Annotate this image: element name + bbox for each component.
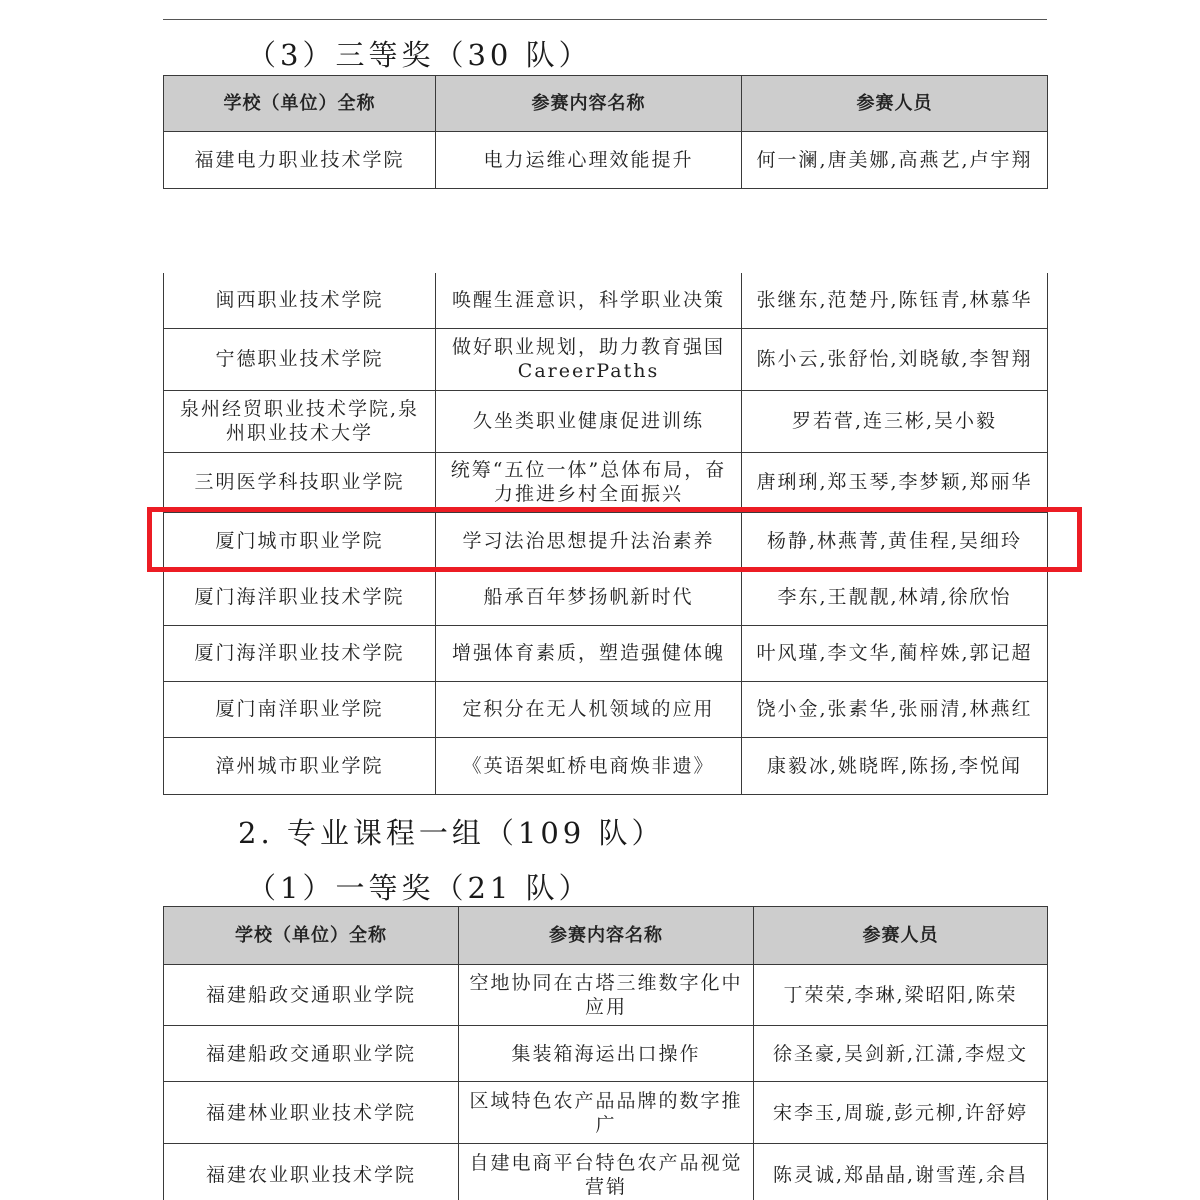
cell-members: 康毅冰,姚晓晖,陈扬,李悦闻 xyxy=(742,737,1048,794)
cell-school: 厦门南洋职业学院 xyxy=(164,681,436,737)
cell-school: 厦门海洋职业技术学院 xyxy=(164,625,436,681)
cell-members: 罗若菅,连三彬,吴小毅 xyxy=(742,390,1048,452)
table-row xyxy=(164,1144,1048,1200)
cell-members: 杨静,林燕菁,黄佳程,吴细玲 xyxy=(742,512,1048,569)
cell-entry: 《英语架虹桥电商焕非遗》 xyxy=(436,737,742,794)
cell-members: 李东,王靓靓,林靖,徐欣怡 xyxy=(742,569,1048,625)
cell-school: 泉州经贸职业技术学院,泉州职业技术大学 xyxy=(164,390,436,452)
cell-entry: 船承百年梦扬帆新时代 xyxy=(436,569,742,625)
table-row xyxy=(164,1026,1048,1082)
table-row xyxy=(164,1082,1048,1144)
cell-entry: 学习法治思想提升法治素养 xyxy=(436,512,742,569)
cell-school: 闽西职业技术学院 xyxy=(164,273,436,328)
cell-members: 丁荣荣,李琳,梁昭阳,陈荣 xyxy=(754,965,1048,1026)
cell-entry: 唤醒生涯意识，科学职业决策 xyxy=(436,273,742,328)
section-heading-first-prize: （1）一等奖（21 队） xyxy=(247,871,592,905)
first-prize-table xyxy=(163,906,1048,1200)
cell-members: 张继东,范楚丹,陈钰青,林慕华 xyxy=(742,273,1048,328)
cell-entry: 增强体育素质，塑造强健体魄 xyxy=(436,625,742,681)
cell-members: 陈灵诚,郑晶晶,谢雪莲,余昌 xyxy=(754,1144,1048,1200)
cell-school: 三明医学科技职业学院 xyxy=(164,452,436,512)
cell-entry: 区域特色农产品品牌的数字推广 xyxy=(459,1082,754,1144)
header-entry: 参赛内容名称 xyxy=(436,76,742,132)
cell-members: 陈小云,张舒怡,刘晓敏,李智翔 xyxy=(742,328,1048,390)
cell-members: 饶小金,张素华,张丽清,林燕红 xyxy=(742,681,1048,737)
table-header-row xyxy=(164,907,1048,965)
cell-entry-text: 统筹“五位一体”总体布局，奋力推进乡村全面振兴 xyxy=(450,459,727,505)
cell-entry: 集装箱海运出口操作 xyxy=(459,1026,754,1082)
section-heading-course-group: 2. 专业课程一组（109 队） xyxy=(238,816,665,850)
cell-members: 叶风瑾,李文华,蔺梓姝,郭记超 xyxy=(742,625,1048,681)
cell-school: 福建林业职业技术学院 xyxy=(164,1082,459,1144)
cell-members: 徐圣豪,吴剑新,江潇,李煜文 xyxy=(754,1026,1048,1082)
cell-school: 厦门海洋职业技术学院 xyxy=(164,569,436,625)
cell-entry: 做好职业规划，助力教育强国 CareerPaths xyxy=(436,328,742,390)
table-row xyxy=(164,965,1048,1026)
cell-members: 何一澜,唐美娜,高燕艺,卢宇翔 xyxy=(742,132,1048,189)
cell-school: 漳州城市职业学院 xyxy=(164,737,436,794)
header-school: 学校（单位）全称 xyxy=(164,76,436,132)
cell-entry: 电力运维心理效能提升 xyxy=(436,132,742,189)
cell-entry: 久坐类职业健康促进训练 xyxy=(436,390,742,452)
cell-entry: 定积分在无人机领域的应用 xyxy=(436,681,742,737)
cell-school: 福建电力职业技术学院 xyxy=(164,132,436,189)
cell-school: 厦门城市职业学院 xyxy=(164,512,436,569)
section-heading-third-prize: （3）三等奖（30 队） xyxy=(247,38,592,72)
header-school: 学校（单位）全称 xyxy=(164,907,459,965)
cell-school: 宁德职业技术学院 xyxy=(164,328,436,390)
header-entry: 参赛内容名称 xyxy=(459,907,754,965)
cell-members: 宋李玉,周璇,彭元柳,许舒婷 xyxy=(754,1082,1048,1144)
cell-school: 福建船政交通职业学院 xyxy=(164,965,459,1026)
header-members: 参赛人员 xyxy=(742,76,1048,132)
cell-members: 唐琍琍,郑玉琴,李梦颖,郑丽华 xyxy=(742,452,1048,512)
cell-school: 福建农业职业技术学院 xyxy=(164,1144,459,1200)
header-members: 参赛人员 xyxy=(754,907,1048,965)
cell-entry: 自建电商平台特色农产品视觉营销 xyxy=(459,1144,754,1200)
cell-school: 福建船政交通职业学院 xyxy=(164,1026,459,1082)
cell-entry: 空地协同在古塔三维数字化中应用 xyxy=(459,965,754,1026)
